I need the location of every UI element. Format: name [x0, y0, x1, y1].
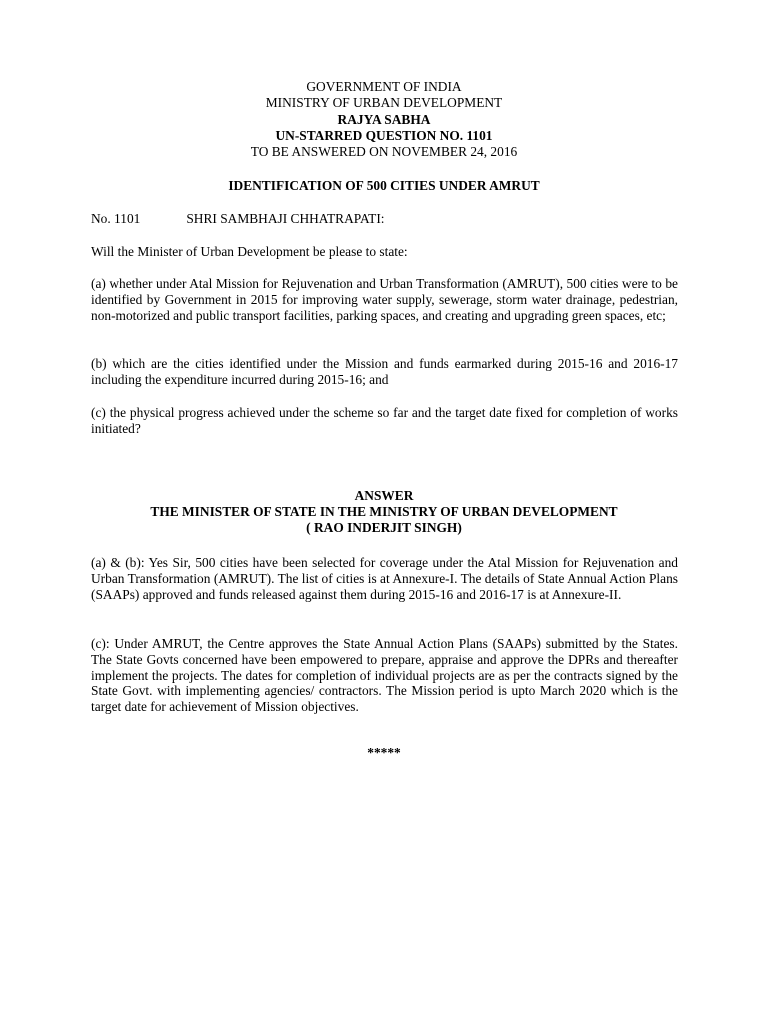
question-intro: Will the Minister of Urban Development be please to state:: [91, 244, 408, 259]
question-part-b: (b) which are the cities identified under the Mission and funds earmarked during 2015-16 and 2016-17 including the expenditure incurred during 2015-16; and: [91, 356, 678, 387]
header-government: GOVERNMENT OF INDIA: [306, 79, 462, 94]
question-number: No. 1101: [91, 211, 141, 226]
answer-heading: ANSWER: [354, 488, 414, 503]
question-part-a: (a) whether under Atal Mission for Rejuvenation and Urban Transformation (AMRUT), 500 cities were to be identified by Government in 2015 for improving water supply, sewerage, storm water drainage, pedestrian, non-motorized and public transport facilities, parking spaces, and creating and upgrading green spaces, etc;: [91, 276, 678, 323]
document-header: [0, 79, 768, 160]
end-mark: *****: [367, 745, 401, 760]
minister-title: THE MINISTER OF STATE IN THE MINISTRY OF URBAN DEVELOPMENT: [150, 504, 618, 520]
answer-heading-block: [0, 488, 768, 537]
header-answer-date: TO BE ANSWERED ON NOVEMBER 24, 2016: [250, 144, 518, 160]
header-house: RAJYA SABHA: [337, 111, 431, 127]
header-question-type: UN-STARRED QUESTION NO. 1101: [275, 127, 493, 143]
minister-name: ( RAO INDERJIT SINGH): [306, 520, 462, 536]
answer-part-c: (c): Under AMRUT, the Centre approves the State Annual Action Plans (SAAPs) submitted by the States. The State Govts concerned have been empowered to prepare, appraise and approve the DPRs and thereafter implement the projects. The dates for completion of individual projects are as per the contracts signed by the State Govt. with implementing agencies/ contractors. The Mission period is upto March 2020 which is the target date for achievement of Mission objectives.: [91, 636, 678, 715]
question-part-c: (c) the physical progress achieved under the scheme so far and the target date fixed for completion of works initiated?: [91, 405, 678, 436]
header-ministry: MINISTRY OF URBAN DEVELOPMENT: [265, 95, 503, 111]
question-subject: IDENTIFICATION OF 500 CITIES UNDER AMRUT: [228, 178, 540, 193]
member-name: SHRI SAMBHAJI CHHATRAPATI:: [186, 211, 385, 226]
question-line: [91, 211, 385, 227]
answer-part-ab: (a) & (b): Yes Sir, 500 cities have been selected for coverage under the Atal Mission for Rejuvenation and Urban Transformation (AMRUT). The list of cities is at Annexure-I. The details of State Annual Action Plans (SAAPs) approved and funds released against them during 2015-16 and 2016-17 is at Annexure-II.: [91, 555, 678, 602]
